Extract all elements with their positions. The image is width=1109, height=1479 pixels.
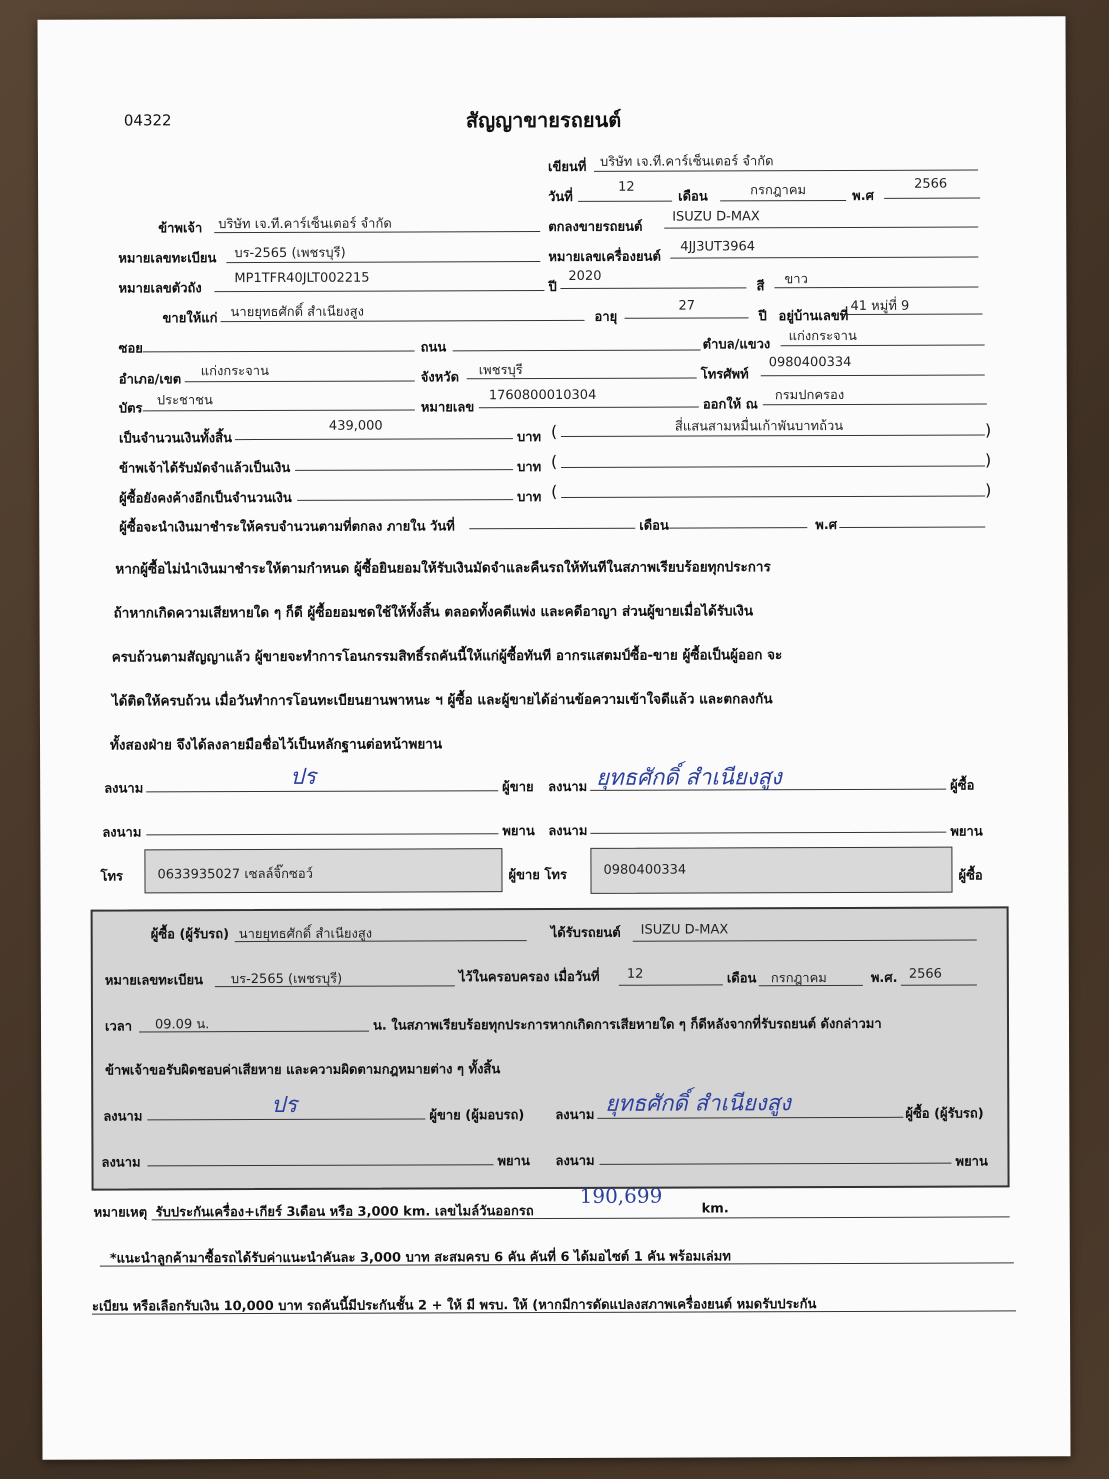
underline <box>147 1164 493 1166</box>
mileage-unit: km. <box>701 1201 729 1217</box>
terms-line-4: ได้ติดให้ครบถ้วน เมื่อวันทำการโอนทะเบียนยานพาหนะ ฯ ผู้ซื้อ และผู้ขายได้อ่านข้อความเข้าใจดีแล้ว และตกลงกัน <box>111 691 773 710</box>
id-number: 1760800010304 <box>488 387 597 404</box>
contract-sheet <box>37 16 1070 1460</box>
underline <box>669 527 807 528</box>
seller-label: ข้าพเจ้า <box>158 221 203 237</box>
underline <box>295 469 513 471</box>
sign-label: ลงนาม <box>102 825 142 841</box>
paren-close: ) <box>985 480 992 500</box>
id-number-label: หมายเลข <box>420 400 475 416</box>
terms-line-2: ถ้าหากเกิดความเสียหายใด ๆ ก็ดี ผู้ซื้อยอมชดใช้ให้ทั้งสิ้น ตลอดทั้งคดีแพ่ง และคดีอาญา ส่วนผู้ขายเมื่อได้รับเงิน <box>113 603 754 622</box>
underline <box>146 790 498 792</box>
underline <box>625 317 749 318</box>
witness-label: พยาน <box>950 824 983 840</box>
underline <box>453 349 701 351</box>
referral-note-line-2: ะเบียน หรือเลือกรับเงิน 10,000 บาท รถคันนี้มีประกันชั้น 2 + ให้ มี พรบ. ให้ (หากมีการดัดแปลงสภาพเครื่องยนต์ หมดรับประกัน <box>91 1297 817 1315</box>
underline <box>561 465 985 467</box>
car-year-label: ปี <box>548 279 557 296</box>
underline <box>561 434 985 436</box>
underline <box>185 380 415 382</box>
issued-by-label: ออกให้ ณ <box>702 397 758 413</box>
paren-open: ( <box>551 481 558 502</box>
underline <box>560 287 746 289</box>
chassis-label: หมายเลขตัวถัง <box>118 281 202 297</box>
car-color: ขาว <box>784 272 808 288</box>
receipt-seller-signature: ปร <box>271 1092 298 1118</box>
terms-line-1: หากผู้ซื้อไม่นำเงินมาชำระให้ตามกำหนด ผู้ซื้อยินยอมให้รับเงินมัดจำและคืนรถให้ทันทีในสภาพเรียบร้อยทุกประการ <box>115 559 771 578</box>
car-model: ISUZU D-MAX <box>672 209 760 225</box>
buyer-phone-box <box>590 847 952 894</box>
receipt-reg-label: หมายเลขทะเบียน <box>104 973 203 989</box>
issued-by: กรมปกครอง <box>774 387 845 404</box>
underline <box>599 1163 951 1165</box>
sign-label: ลงนาม <box>548 779 588 796</box>
underline <box>146 833 498 835</box>
receipt-buyer-signature: ยุทธศักดิ์ สำเนียงสูง <box>605 1091 791 1117</box>
date-month: กรกฎาคม <box>750 183 807 199</box>
receipt-buyer: นายยุทธศักดิ์ สำเนียงสูง <box>238 926 373 943</box>
total-amount: 439,000 <box>328 418 383 434</box>
district-label: อำเภอ/เขต <box>118 372 182 388</box>
underline <box>590 832 946 834</box>
underline <box>884 198 980 199</box>
underline <box>139 1031 369 1033</box>
buyer-signature: ยุทธศักดิ์ สำเนียงสูง <box>596 765 782 791</box>
underline <box>901 985 977 986</box>
receipt-year-label: พ.ศ. <box>870 970 898 986</box>
document-number: 04322 <box>123 111 172 130</box>
underline <box>143 350 415 352</box>
receipt-seller-label: ผู้ขาย (ผู้มอบรถ) <box>429 1108 525 1124</box>
receipt-month: กรกฎาคม <box>770 971 827 987</box>
receipt-time: 09.09 น. <box>154 1017 210 1033</box>
underline <box>670 257 978 259</box>
phone-label: โทร <box>100 869 124 885</box>
receipt-day: 12 <box>626 966 644 982</box>
underline <box>763 403 987 405</box>
underline <box>221 320 585 322</box>
province: เพชรบุรี <box>478 363 523 379</box>
sign-label: ลงนาม <box>555 1107 595 1123</box>
receipt-car: ISUZU D-MAX <box>640 922 729 938</box>
underline <box>843 314 983 315</box>
receipt-month-label: เดือน <box>726 971 757 987</box>
remark-label: หมายเหตุ <box>93 1205 148 1221</box>
underline <box>759 985 863 986</box>
road-label: ถนน <box>420 340 447 356</box>
total-amount-words: สี่แสนสามหมื่นเก้าพันบาทถ้วน <box>674 418 844 435</box>
sell-to-label: ขายให้แก่ <box>162 311 218 327</box>
underline <box>469 528 635 530</box>
receipt-time-label: เวลา <box>104 1019 133 1035</box>
age-unit: ปี <box>758 309 767 325</box>
card-label: บัตร <box>118 401 143 417</box>
buyer-age: 27 <box>678 298 696 314</box>
baht-label: บาท <box>517 490 542 506</box>
registration-number: บร-2565 (เพชรบุรี) <box>234 245 346 262</box>
payment-due-label: ผู้ซื้อจะนำเงินมาชำระให้ครบจำนวนตามที่ตกลง ภายใน วันที่ <box>119 519 455 536</box>
seller-signature: ปร <box>290 764 316 790</box>
written-at-label: เขียนที่ <box>547 159 587 176</box>
underline <box>143 409 415 411</box>
underline <box>633 940 977 942</box>
baht-label: บาท <box>516 430 542 446</box>
date-year-label: พ.ศ <box>852 188 874 204</box>
remark-text: รับประกันเครื่อง+เกียร์ 3เดือน หรือ 3,000 km. เลขไมล์วันออกรถ <box>155 1204 534 1221</box>
date-year: 2566 <box>914 176 948 192</box>
engine-number: 4JJ3UT3964 <box>680 239 756 255</box>
buyer-role-label: ผู้ซื้อ <box>950 778 975 794</box>
payment-year-label: พ.ศ <box>815 518 838 534</box>
underline <box>774 287 978 289</box>
district: แก่งกระจาน <box>200 363 269 380</box>
receipt-condition-text: น. ในสภาพเรียบร้อยทุกประการหากเกิดการเสียหายใด ๆ ก็ดีหลังจากที่รับรถยนต์ ดังกล่าวมา <box>372 1016 882 1034</box>
underline <box>235 438 513 440</box>
underline <box>297 499 513 501</box>
date-day: 12 <box>618 179 635 195</box>
subdistrict-label: ตำบล/แขวง <box>702 337 771 353</box>
underline <box>226 261 540 263</box>
written-at-value: บริษัท เจ.ที.คาร์เซ็นเตอร์ จำกัด <box>599 154 774 170</box>
vehicle-receipt-panel <box>91 906 1010 1190</box>
buyer-role-label: ผู้ซื้อ <box>958 868 983 884</box>
remaining-label: ผู้ซื้อยังคงค้างอีกเป็นจำนวนเงิน <box>119 490 292 507</box>
referral-note-line-1: *แนะนำลูกค้ามาซื้อรถได้รับค่าแนะนำคันละ 3,000 บาท สะสมครบ 6 คัน คันที่ 6 ได้มอไซต์ 1 คัน พร้อมเล่มท <box>109 1249 731 1267</box>
house-number-label: อยู่บ้านเลขที่ <box>778 308 849 325</box>
paren-close: ) <box>984 450 992 470</box>
deposit-label: ข้าพเจ้าได้รับมัดจำแล้วเป็นเงิน <box>119 460 291 477</box>
seller-role-label: ผู้ขาย <box>502 780 534 796</box>
car-year: 2020 <box>568 268 602 284</box>
card-type: ประชาชน <box>156 393 213 409</box>
paren-open: ( <box>551 451 558 472</box>
sign-label: ลงนาม <box>104 781 144 797</box>
receipt-buyer-label: ผู้ซื้อ (ผู้รับรถ) <box>150 927 230 943</box>
engine-number-label: หมายเลขเครื่องยนต์ <box>548 249 661 266</box>
terms-line-5: ทั้งสองฝ่าย จึงได้ลงลายมือชื่อไว้เป็นหลักฐานต่อหน้าพยาน <box>109 736 443 754</box>
paren-open: ( <box>550 421 558 442</box>
age-label: อายุ <box>594 309 618 325</box>
document-title: สัญญาขายรถยนต์ <box>465 107 622 133</box>
terms-line-3: ครบถ้วนตามสัญญาแล้ว ผู้ขายจะทำการโอนกรรมสิทธิ์รถคันนี้ให้แก่ผู้ซื้อทันที อากรแสตมป์ซื้อ-ขาย ผู้ซื้อเป็นผู้ออก จะ <box>111 647 783 666</box>
sign-label: ลงนาม <box>548 823 588 840</box>
house-number: 41 หมู่ที่ 9 <box>850 298 910 314</box>
underline <box>214 290 544 292</box>
underline <box>561 495 985 497</box>
baht-label: บาท <box>517 460 542 476</box>
sign-label: ลงนาม <box>555 1153 595 1169</box>
sign-label: ลงนาม <box>101 1155 141 1171</box>
receipt-received-label: ได้รับรถยนต์ <box>550 925 621 942</box>
soi-label: ซอย <box>118 341 143 357</box>
sign-label: ลงนาม <box>103 1109 143 1125</box>
agree-sell-label: ตกลงขายรถยนต์ <box>548 219 643 236</box>
underline <box>578 201 672 202</box>
underline <box>761 374 985 376</box>
buyer-phone: 0980400334 <box>768 354 852 371</box>
underline <box>839 526 985 528</box>
registration-label: หมายเลขทะเบียน <box>118 251 217 267</box>
seller-phone-box <box>144 848 502 893</box>
seller-phone: 0633935027 เซลล์จิ๊กซอว์ <box>157 866 313 883</box>
buyer-name: นายยุทธศักดิ์ สำเนียงสูง <box>230 304 364 321</box>
receipt-year: 2566 <box>908 966 942 982</box>
seller-phone-label: ผู้ขาย โทร <box>508 867 567 884</box>
witness-label: พยาน <box>502 824 535 840</box>
receipt-reg: บร-2565 (เพชรบุรี) <box>230 971 343 988</box>
subdistrict: แก่งกระจาน <box>788 328 857 345</box>
seller-name: บริษัท เจ.ที.คาร์เซ็นเตอร์ จำกัด <box>218 216 392 233</box>
underline <box>479 406 699 408</box>
underline <box>594 170 978 172</box>
witness-label: พยาน <box>955 1154 988 1170</box>
chassis-number: MP1TFR40JLT002215 <box>234 270 370 287</box>
mileage-handwritten: 190,699 <box>579 1183 663 1208</box>
underline <box>781 344 985 346</box>
witness-label: พยาน <box>497 1154 530 1170</box>
receipt-liability-text: ข้าพเจ้าขอรับผิดชอบค่าเสียหาย และความผิดตามกฎหมายต่าง ๆ ทั้งสิ้น <box>105 1062 501 1079</box>
province-label: จังหวัด <box>420 370 460 386</box>
receipt-possess-label: ไว้ในครอบครอง เมื่อวันที่ <box>458 969 600 986</box>
underline <box>235 940 527 942</box>
paren-close: ) <box>984 420 992 440</box>
total-label: เป็นจำนวนเงินทั้งสิ้น <box>118 431 232 447</box>
phone-label: โทรศัพท์ <box>700 367 749 383</box>
payment-month-label: เดือน <box>639 518 669 534</box>
underline <box>467 377 697 379</box>
date-month-label: เดือน <box>678 189 708 205</box>
underline <box>720 200 846 201</box>
underline <box>664 227 978 229</box>
underline <box>619 984 723 985</box>
receipt-buyer-role-label: ผู้ซื้อ (ผู้รับรถ) <box>905 1106 984 1122</box>
color-label: สี <box>756 279 765 295</box>
buyer-phone-value: 0980400334 <box>603 862 687 878</box>
date-day-label: วันที่ <box>548 189 573 206</box>
